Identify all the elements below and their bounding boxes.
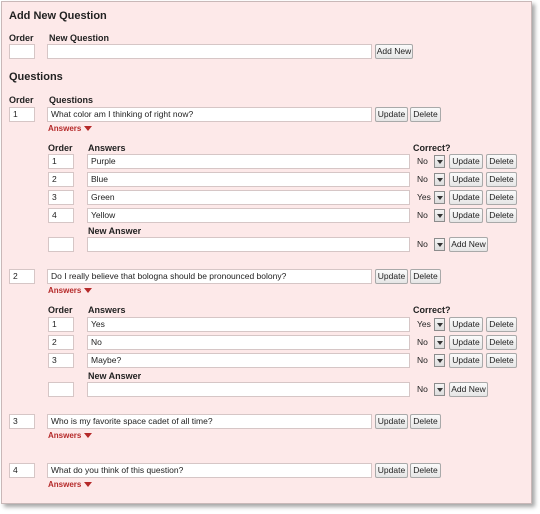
- answer-update-button[interactable]: Update: [449, 208, 483, 223]
- question-delete-button[interactable]: Delete: [410, 463, 441, 478]
- add-answer-button[interactable]: Add New: [449, 237, 488, 252]
- answers-order-label: Order: [48, 143, 73, 153]
- dropdown-arrow-icon[interactable]: [434, 318, 445, 331]
- question-order-input[interactable]: 1: [9, 107, 35, 122]
- answer-order-input[interactable]: 4: [48, 208, 74, 223]
- new-answer-label: New Answer: [88, 371, 142, 381]
- correct-col-label: Correct?: [413, 143, 451, 153]
- answer-update-button[interactable]: Update: [449, 335, 483, 350]
- answer-text-input[interactable]: Purple: [87, 154, 410, 169]
- answer-update-button[interactable]: Update: [449, 190, 483, 205]
- answers-toggle-link[interactable]: Answers: [48, 286, 92, 295]
- dropdown-arrow-icon[interactable]: [434, 191, 445, 204]
- new-answer-correct-value[interactable]: No: [417, 384, 428, 394]
- caret-down-icon: [84, 433, 92, 438]
- answer-update-button[interactable]: Update: [449, 353, 483, 368]
- new-question-input[interactable]: [47, 44, 372, 59]
- add-order-label: Order: [9, 33, 34, 43]
- question-update-button[interactable]: Update: [375, 463, 408, 478]
- answer-text-input[interactable]: Yellow: [87, 208, 410, 223]
- question-update-button[interactable]: Update: [375, 269, 408, 284]
- answers-order-label: Order: [48, 305, 73, 315]
- answer-delete-button[interactable]: Delete: [486, 190, 517, 205]
- new-question-order-input[interactable]: [9, 44, 35, 59]
- new-question-label: New Question: [49, 33, 110, 43]
- correct-select-value[interactable]: No: [417, 355, 428, 365]
- answer-delete-button[interactable]: Delete: [486, 172, 517, 187]
- answer-order-input[interactable]: 1: [48, 154, 74, 169]
- new-answer-correct-value[interactable]: No: [417, 239, 428, 249]
- question-text-input[interactable]: Do I really believe that bologna should be pronounced bolony?: [47, 269, 372, 284]
- add-question-button[interactable]: Add New: [375, 44, 413, 59]
- answers-toggle-link[interactable]: Answers: [48, 431, 92, 440]
- question-update-button[interactable]: Update: [375, 107, 408, 122]
- correct-select-value[interactable]: No: [417, 337, 428, 347]
- answer-order-input[interactable]: 3: [48, 190, 74, 205]
- dropdown-arrow-icon[interactable]: [434, 238, 445, 251]
- answer-text-input[interactable]: Maybe?: [87, 353, 410, 368]
- new-answer-text-input[interactable]: [87, 382, 410, 397]
- questions-title: Questions: [9, 71, 63, 83]
- new-answer-order-input[interactable]: [48, 237, 74, 252]
- answer-text-input[interactable]: Blue: [87, 172, 410, 187]
- question-delete-button[interactable]: Delete: [410, 414, 441, 429]
- questions-order-label: Order: [9, 95, 34, 105]
- answer-text-input[interactable]: Yes: [87, 317, 410, 332]
- answers-col-label: Answers: [88, 305, 126, 315]
- answer-update-button[interactable]: Update: [449, 172, 483, 187]
- new-answer-order-input[interactable]: [48, 382, 74, 397]
- answer-order-input[interactable]: 2: [48, 335, 74, 350]
- caret-down-icon: [84, 288, 92, 293]
- answers-toggle-link[interactable]: Answers: [48, 480, 92, 489]
- add-question-title: Add New Question: [9, 10, 107, 22]
- answer-text-input[interactable]: No: [87, 335, 410, 350]
- answer-order-input[interactable]: 1: [48, 317, 74, 332]
- dropdown-arrow-icon[interactable]: [434, 383, 445, 396]
- question-delete-button[interactable]: Delete: [410, 269, 441, 284]
- question-order-input[interactable]: 4: [9, 463, 35, 478]
- correct-select-value[interactable]: No: [417, 174, 428, 184]
- new-answer-text-input[interactable]: [87, 237, 410, 252]
- correct-select-value[interactable]: Yes: [417, 319, 431, 329]
- answer-text-input[interactable]: Green: [87, 190, 410, 205]
- caret-down-icon: [84, 126, 92, 131]
- question-delete-button[interactable]: Delete: [410, 107, 441, 122]
- answer-update-button[interactable]: Update: [449, 154, 483, 169]
- question-order-input[interactable]: 3: [9, 414, 35, 429]
- dropdown-arrow-icon[interactable]: [434, 354, 445, 367]
- answer-delete-button[interactable]: Delete: [486, 335, 517, 350]
- answers-col-label: Answers: [88, 143, 126, 153]
- caret-down-icon: [84, 482, 92, 487]
- question-text-input[interactable]: Who is my favorite space cadet of all time?: [47, 414, 372, 429]
- question-update-button[interactable]: Update: [375, 414, 408, 429]
- answer-order-input[interactable]: 3: [48, 353, 74, 368]
- dropdown-arrow-icon[interactable]: [434, 155, 445, 168]
- correct-col-label: Correct?: [413, 305, 451, 315]
- question-text-input[interactable]: What color am I thinking of right now?: [47, 107, 372, 122]
- correct-select-value[interactable]: No: [417, 156, 428, 166]
- dropdown-arrow-icon[interactable]: [434, 336, 445, 349]
- new-answer-label: New Answer: [88, 226, 142, 236]
- correct-select-value[interactable]: Yes: [417, 192, 431, 202]
- question-text-input[interactable]: What do you think of this question?: [47, 463, 372, 478]
- question-editor-panel: [1, 1, 532, 504]
- answer-delete-button[interactable]: Delete: [486, 317, 517, 332]
- answer-delete-button[interactable]: Delete: [486, 353, 517, 368]
- dropdown-arrow-icon[interactable]: [434, 209, 445, 222]
- answer-order-input[interactable]: 2: [48, 172, 74, 187]
- questions-col-label: Questions: [49, 95, 94, 105]
- answer-update-button[interactable]: Update: [449, 317, 483, 332]
- dropdown-arrow-icon[interactable]: [434, 173, 445, 186]
- answer-delete-button[interactable]: Delete: [486, 154, 517, 169]
- answer-delete-button[interactable]: Delete: [486, 208, 517, 223]
- correct-select-value[interactable]: No: [417, 210, 428, 220]
- add-answer-button[interactable]: Add New: [449, 382, 488, 397]
- answers-toggle-link[interactable]: Answers: [48, 124, 92, 133]
- question-order-input[interactable]: 2: [9, 269, 35, 284]
